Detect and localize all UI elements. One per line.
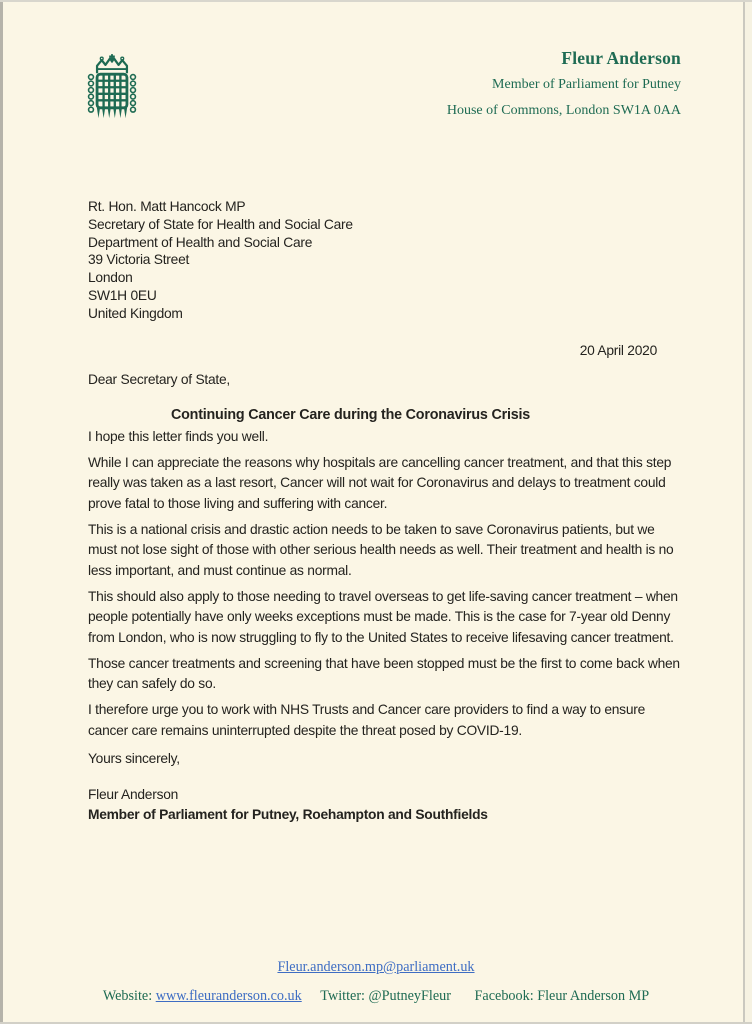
portcullis-logo <box>84 52 140 130</box>
subject-line: Continuing Cancer Care during the Coronavirus Crisis <box>171 406 530 423</box>
facebook-label: Facebook: <box>474 988 534 1004</box>
paragraph: This is a national crisis and drastic action needs to be taken to save Coronavirus patients, but we must not lose sight of those with other serious health needs as well. Their treatment and health is no less important, and must continue as normal. <box>88 521 674 578</box>
recipient-line: Rt. Hon. Matt Hancock MP <box>88 199 246 214</box>
twitter-label: Twitter: <box>320 988 365 1004</box>
mp-name: Fleur Anderson <box>561 48 681 68</box>
recipient-line: SW1H 0EU <box>88 287 157 303</box>
recipient-line: Department of Health and Social Care <box>88 234 313 250</box>
signature-title: Member of Parliament for Putney, Roehampton and Southfields <box>88 807 488 823</box>
website-label: Website: <box>102 988 153 1004</box>
recipient-address-block <box>88 198 683 323</box>
letterhead-details <box>447 48 681 120</box>
email-link[interactable]: Fleur.anderson.mp@parliament.uk <box>277 959 475 975</box>
scan-edge-left <box>0 2 3 1022</box>
twitter-handle: @PutneyFleur <box>368 988 451 1004</box>
letterhead <box>88 2 683 126</box>
salutation: Dear Secretary of State, <box>88 372 230 388</box>
recipient-line: 39 Victoria Street <box>88 252 190 268</box>
footer-email-line <box>0 959 752 976</box>
facebook-value: Fleur Anderson MP <box>537 988 650 1004</box>
paragraph: Those cancer treatments and screening that have been stopped must be the first to come back when they can safely do so. <box>88 655 680 692</box>
recipient-line: United Kingdom <box>88 305 183 321</box>
mp-office-address: House of Commons, London SW1A 0AA <box>446 103 681 118</box>
closing: Yours sincerely, <box>88 751 180 767</box>
paragraph: While I can appreciate the reasons why hospitals are cancelling cancer treatment, and that this step really was taken as a last resort, Cancer will not wait for Coronavirus and delays to treatment could prove fatal to those living and suffering with cancer. <box>88 454 672 511</box>
letter-date: 20 April 2020 <box>579 342 657 358</box>
recipient-line: London <box>88 270 133 286</box>
scan-edge-right-line <box>743 2 745 1022</box>
paragraph: This should also apply to those needing to travel overseas to get life-saving cancer treatment – when people potentially have only weeks exceptions must be made. This is the case for 7-year old Denny from London, who is now struggling to fly to the United States to receive lifesaving cancer treatment. <box>88 588 678 645</box>
paragraph: I hope this letter finds you well. <box>88 428 269 444</box>
paragraph: I therefore urge you to work with NHS Trusts and Cancer care providers to find a way to ensure cancer care remains uninterrupted despite the threat posed by COVID-19. <box>88 702 646 738</box>
recipient-line: Secretary of State for Health and Social Care <box>88 216 353 232</box>
footer-contact-line <box>0 988 752 1005</box>
letter-body <box>88 427 683 742</box>
signature-name: Fleur Anderson <box>88 786 179 802</box>
scan-edge-right-outer <box>745 2 752 1022</box>
website-link[interactable]: www.fleuranderson.co.uk <box>155 988 302 1004</box>
mp-role: Member of Parliament for Putney <box>492 77 681 92</box>
